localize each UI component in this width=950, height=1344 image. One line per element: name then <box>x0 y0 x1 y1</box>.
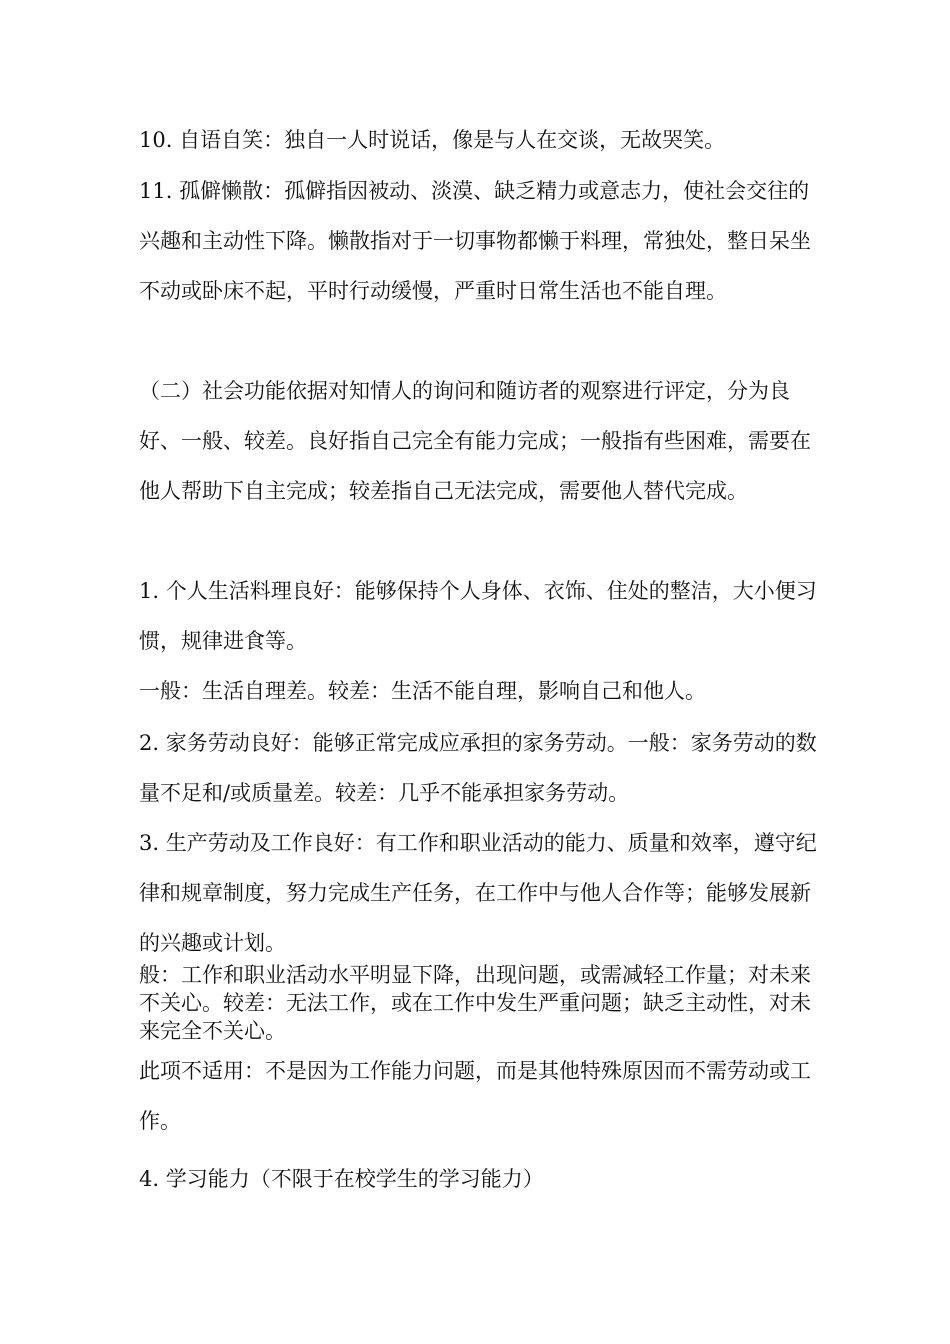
paragraph-not-applicable: 此项不适用：不是因为工作能力问题，而是其他特殊原因而不需劳动或工作。 <box>139 1059 811 1133</box>
paragraph-personal-care: 1. 个人生活料理良好：能够保持个人身体、衣饰、住处的整洁，大小便习惯，规律进食等。 <box>139 579 817 653</box>
paragraph-work-grades: 般：工作和职业活动水平明显下降，出现问题，或需减轻工作量；对未来不关心。较差：无法工作，或在工作中发生严重问题；缺乏主动性，对未来完全不关心。 <box>139 963 811 1043</box>
paragraph-learning-ability: 4. 学习能力（不限于在校学生的学习能力） <box>139 1167 544 1191</box>
paragraph-housework: 2. 家务劳动良好：能够正常完成应承担的家务劳动。一般：家务劳动的数量不足和/或质量差。较差：几乎不能承担家务劳动。 <box>139 731 817 805</box>
paragraph-item-11: 11. 孤僻懒散：孤僻指因被动、淡漠、缺乏精力或意志力，使社会交往的兴趣和主动性下降。懒散指对于一切事物都懒于料理，常独处，整日呆坐不动或卧床不起，平时行动缓慢，严重时日常生活也不能自理。 <box>139 179 811 303</box>
paragraph-personal-care-grades: 一般：生活自理差。较差：生活不能自理，影响自己和他人。 <box>139 679 706 703</box>
paragraph-item-10: 10. 自语自笑：独自一人时说话，像是与人在交谈，无故哭笑。 <box>139 128 726 152</box>
paragraph-work: 3. 生产劳动及工作良好：有工作和职业活动的能力、质量和效率，遵守纪律和规章制度，努力完成生产任务，在工作中与他人合作等；能够发展新的兴趣或计划。 <box>139 831 817 955</box>
paragraph-section-two: （二）社会功能依据对知情人的询问和随访者的观察进行评定，分为良好、一般、较差。良好指自己完全有能力完成；一般指有些困难，需要在他人帮助下自主完成；较差指自己无法完成，需要他人替代完成。 <box>139 379 811 503</box>
